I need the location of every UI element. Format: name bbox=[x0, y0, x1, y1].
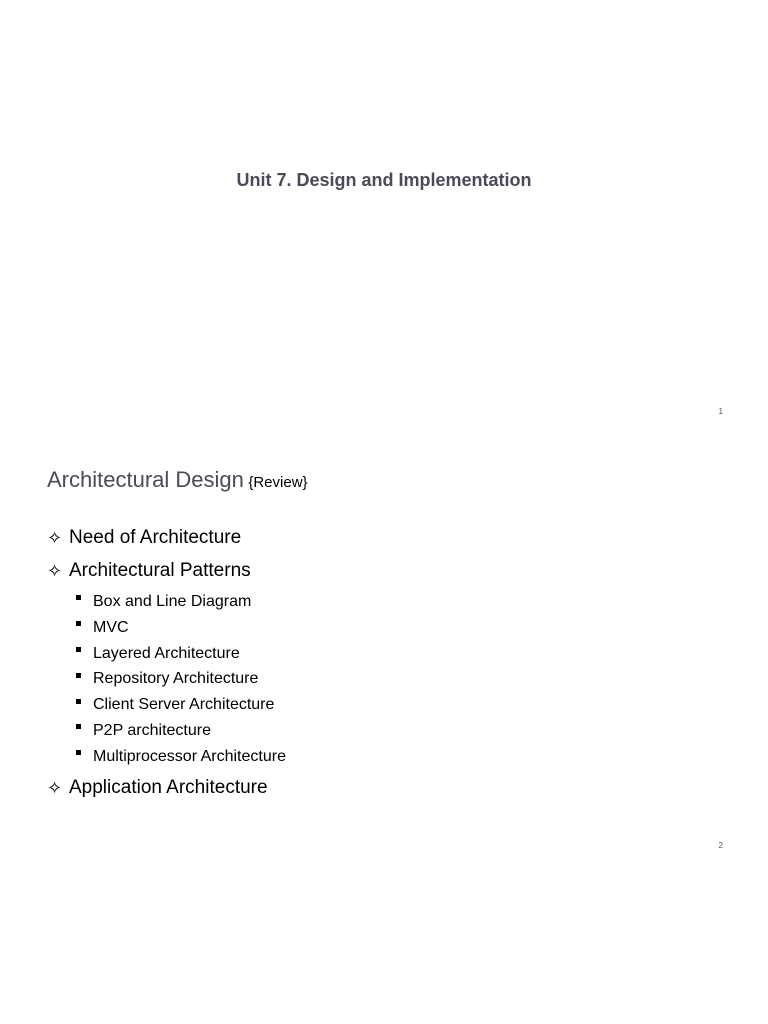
bullet-application-architecture bbox=[47, 777, 286, 799]
sub-bullet-label: Box and Line Diagram bbox=[93, 593, 252, 610]
bullet-label: Application Architecture bbox=[69, 776, 268, 798]
sub-bullet-p2p bbox=[76, 718, 286, 744]
square-bullet-icon bbox=[76, 750, 81, 755]
square-bullet-icon bbox=[76, 699, 81, 704]
sub-bullet-label: P2P architecture bbox=[93, 721, 211, 739]
slide-2-title-main: Architectural Design bbox=[47, 467, 244, 492]
pattern-sublist-container bbox=[47, 589, 286, 770]
square-bullet-icon bbox=[76, 673, 81, 678]
square-bullet-icon bbox=[76, 595, 81, 600]
bullet-list bbox=[47, 527, 286, 810]
square-bullet-icon bbox=[76, 647, 81, 652]
slide-2-page-number: 2 bbox=[718, 841, 723, 850]
slide-1-title: Unit 7. Design and Implementation bbox=[236, 170, 532, 190]
bullet-architectural-patterns bbox=[47, 560, 286, 582]
star-bullet-icon: ✧ bbox=[47, 561, 63, 581]
sub-bullet-mvc bbox=[76, 615, 286, 641]
bullet-need-of-architecture bbox=[47, 527, 286, 549]
sub-bullet-multiprocessor bbox=[76, 744, 286, 770]
square-bullet-icon bbox=[76, 724, 81, 729]
pattern-sublist bbox=[47, 589, 286, 770]
sub-bullet-label: Client Server Architecture bbox=[93, 696, 275, 714]
bullet-label: Architectural Patterns bbox=[69, 560, 251, 581]
sub-bullet-label: Layered Architecture bbox=[93, 644, 240, 662]
sub-bullet-layered bbox=[76, 641, 286, 667]
star-bullet-icon: ✧ bbox=[47, 528, 63, 548]
sub-bullet-repository bbox=[76, 666, 286, 692]
star-bullet-icon: ✧ bbox=[47, 777, 63, 798]
sub-bullet-box-and-line bbox=[76, 589, 286, 615]
slide-2 bbox=[0, 432, 768, 864]
slide-2-title bbox=[47, 467, 308, 493]
slide-1 bbox=[0, 0, 768, 432]
sub-bullet-label: Multiprocessor Architecture bbox=[93, 747, 286, 765]
slide-2-title-suffix: {Review} bbox=[248, 474, 308, 491]
square-bullet-icon bbox=[76, 621, 81, 626]
slide-1-page-number: 1 bbox=[718, 407, 723, 416]
sub-bullet-label: Repository Architecture bbox=[93, 670, 259, 688]
bullet-label: Need of Architecture bbox=[69, 527, 242, 548]
sub-bullet-client-server bbox=[76, 692, 286, 718]
sub-bullet-label: MVC bbox=[93, 618, 129, 636]
